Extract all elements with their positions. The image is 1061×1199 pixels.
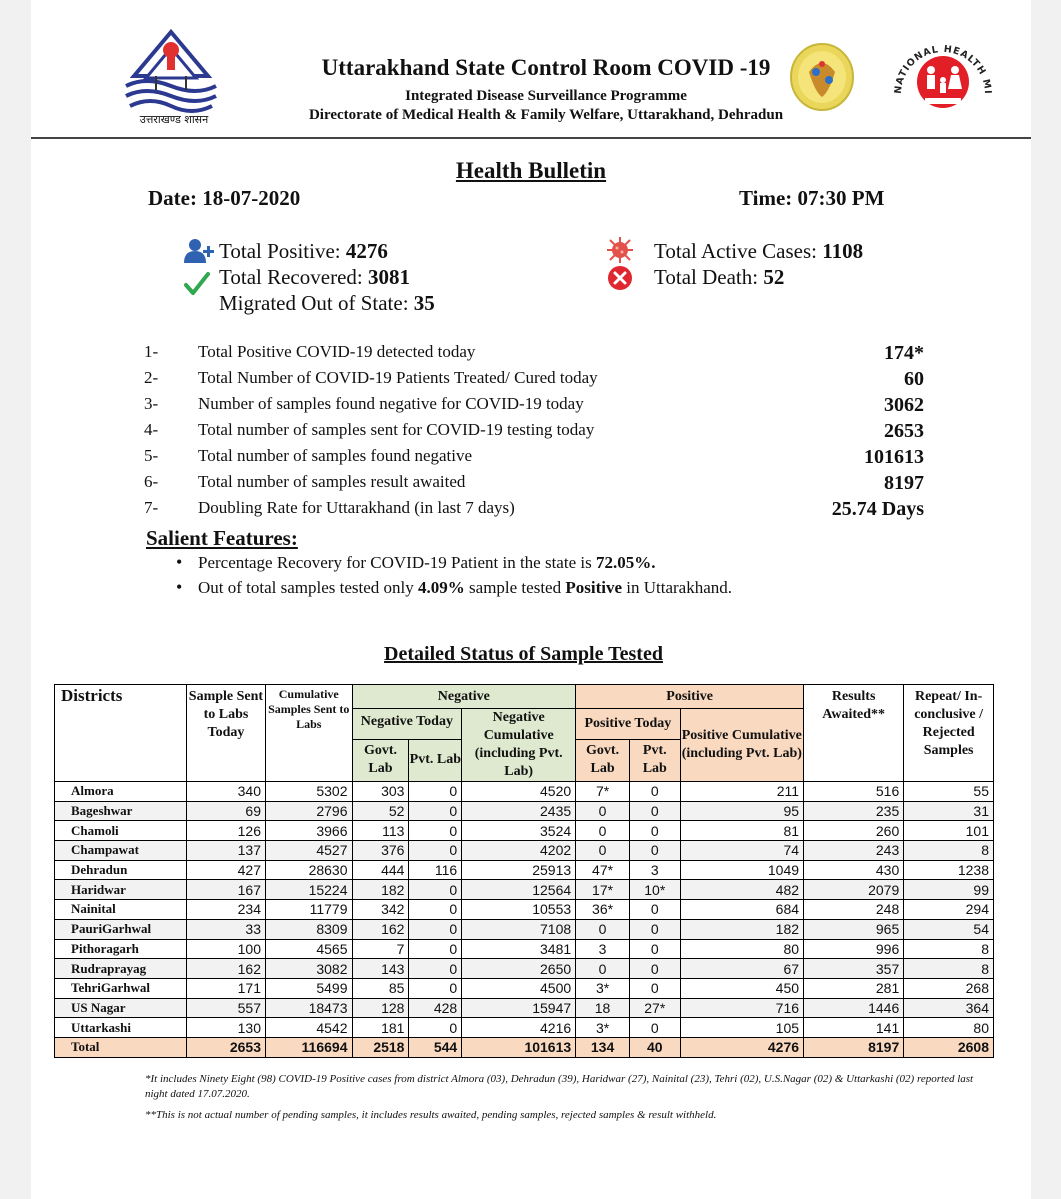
table-title: Detailed Status of Sample Tested xyxy=(384,643,663,665)
table-cell: 0 xyxy=(629,782,680,802)
table-cell: 8309 xyxy=(266,919,353,939)
district-name-cell: Bageshwar xyxy=(55,801,187,821)
table-cell: 11779 xyxy=(266,900,353,920)
table-cell: 137 xyxy=(186,841,265,861)
table-cell: 4500 xyxy=(462,978,576,998)
table-cell: 996 xyxy=(804,939,904,959)
table-row xyxy=(55,841,994,861)
table-cell: 357 xyxy=(804,959,904,979)
item-text: Total number of samples result awaited xyxy=(198,472,466,491)
positive-word: Positive xyxy=(565,578,622,597)
table-row xyxy=(55,900,994,920)
district-name-cell: Rudraprayag xyxy=(55,959,187,979)
bulletin-page xyxy=(31,0,1031,1199)
total-cell: 2653 xyxy=(186,1037,265,1057)
table-cell: 0 xyxy=(409,919,462,939)
item-number: 3- xyxy=(144,394,159,413)
migrated-label: Migrated Out of State: xyxy=(219,291,414,315)
table-cell: 8 xyxy=(904,841,994,861)
table-cell: 0 xyxy=(629,978,680,998)
bulletin-date: Date: 18-07-2020 xyxy=(148,186,301,210)
item-number: 4- xyxy=(144,420,159,439)
table-cell: 4520 xyxy=(462,782,576,802)
table-cell: 15224 xyxy=(266,880,353,900)
table-cell: 141 xyxy=(804,1018,904,1038)
table-row xyxy=(55,998,994,1018)
table-cell: 162 xyxy=(186,959,265,979)
table-cell: 130 xyxy=(186,1018,265,1038)
table-row xyxy=(55,959,994,979)
table-cell: 0 xyxy=(409,841,462,861)
table-cell: 557 xyxy=(186,998,265,1018)
item-number: 1- xyxy=(144,342,159,361)
total-cell: 116694 xyxy=(266,1037,353,1057)
district-name-cell: Dehradun xyxy=(55,860,187,880)
table-cell: 15947 xyxy=(462,998,576,1018)
district-name-cell: Uttarkashi xyxy=(55,1018,187,1038)
col-neg-pvt: Pvt. Lab xyxy=(409,739,462,781)
table-cell: 95 xyxy=(680,801,803,821)
total-row xyxy=(55,1037,994,1057)
item-number: 5- xyxy=(144,446,159,465)
table-cell: 143 xyxy=(352,959,409,979)
table-cell: 47* xyxy=(576,860,630,880)
table-cell: 3481 xyxy=(462,939,576,959)
table-cell: 5499 xyxy=(266,978,353,998)
table-cell: 2796 xyxy=(266,801,353,821)
total-death-label: Total Death: xyxy=(654,265,764,289)
checkmark-icon xyxy=(184,271,210,302)
col-positive-cumulative: Positive Cumulative (including Pvt. Lab) xyxy=(680,709,803,782)
item-number: 2- xyxy=(144,368,159,387)
salient-bullet-positivity xyxy=(198,578,732,598)
table-cell: 0 xyxy=(409,978,462,998)
table-row xyxy=(55,919,994,939)
district-name-cell: Haridwar xyxy=(55,880,187,900)
col-positive-today: Positive Today xyxy=(576,709,680,740)
numbered-item xyxy=(144,420,924,446)
active-cases-stat xyxy=(654,239,863,264)
item-text: Total Number of COVID-19 Patients Treated/ Cured today xyxy=(198,368,598,387)
table-cell: 3* xyxy=(576,978,630,998)
table-cell: 0 xyxy=(629,801,680,821)
district-name-cell: Pithoragarh xyxy=(55,939,187,959)
numbered-item xyxy=(144,342,924,368)
table-cell: 7* xyxy=(576,782,630,802)
table-cell: 430 xyxy=(804,860,904,880)
table-cell: 0 xyxy=(409,801,462,821)
total-recovered-value: 3081 xyxy=(367,265,410,289)
bulletin-title: Health Bulletin xyxy=(455,158,607,183)
migrated-stat xyxy=(219,291,435,316)
district-name-cell: US Nagar xyxy=(55,998,187,1018)
table-cell: 0 xyxy=(629,841,680,861)
table-cell: 450 xyxy=(680,978,803,998)
nhm-arc-text: NATIONAL HEALTH MI xyxy=(892,43,994,95)
table-cell: 3 xyxy=(629,860,680,880)
table-cell: 0 xyxy=(409,939,462,959)
col-sample-sent: Sample Sent to Labs Today xyxy=(186,685,265,782)
table-cell: 4202 xyxy=(462,841,576,861)
item-value: 25.74 Days xyxy=(831,498,924,520)
migrated-value: 35 xyxy=(413,291,435,315)
table-cell: 0 xyxy=(576,959,630,979)
col-neg-govt: Govt. Lab xyxy=(352,739,409,781)
table-cell: 69 xyxy=(186,801,265,821)
positivity-percent: 4.09% xyxy=(418,578,465,597)
salient-bullet-recovery xyxy=(198,553,655,573)
table-cell: 0 xyxy=(629,1018,680,1038)
table-cell: 0 xyxy=(409,782,462,802)
table-cell: 52 xyxy=(352,801,409,821)
table-cell: 10553 xyxy=(462,900,576,920)
table-cell: 243 xyxy=(804,841,904,861)
table-cell: 4527 xyxy=(266,841,353,861)
table-cell: 182 xyxy=(680,919,803,939)
table-cell: 10* xyxy=(629,880,680,900)
table-cell: 211 xyxy=(680,782,803,802)
salient-features-title: Salient Features: xyxy=(146,526,298,550)
table-cell: 8 xyxy=(904,959,994,979)
table-cell: 268 xyxy=(904,978,994,998)
table-cell: 33 xyxy=(186,919,265,939)
active-cases-label: Total Active Cases: xyxy=(654,239,823,263)
table-cell: 8 xyxy=(904,939,994,959)
col-pos-govt: Govt. Lab xyxy=(576,739,630,781)
table-row xyxy=(55,782,994,802)
table-cell: 4216 xyxy=(462,1018,576,1038)
table-cell: 0 xyxy=(629,821,680,841)
item-value: 2653 xyxy=(884,420,924,442)
district-name-cell: TehriGarhwal xyxy=(55,978,187,998)
item-value: 3062 xyxy=(884,394,924,416)
numbered-item xyxy=(144,446,924,472)
total-positive-stat xyxy=(219,239,388,264)
total-cell: 2518 xyxy=(352,1037,409,1057)
item-text: Total Positive COVID-19 detected today xyxy=(198,342,476,361)
table-cell: 181 xyxy=(352,1018,409,1038)
numbered-item xyxy=(144,472,924,498)
item-text: Doubling Rate for Uttarakhand (in last 7 days) xyxy=(198,498,515,517)
active-cases-value: 1108 xyxy=(822,239,864,263)
table-cell: 171 xyxy=(186,978,265,998)
table-cell: 342 xyxy=(352,900,409,920)
table-cell: 0 xyxy=(409,959,462,979)
total-recovered-stat xyxy=(219,265,410,290)
table-cell: 85 xyxy=(352,978,409,998)
numbered-item xyxy=(144,368,924,394)
table-cell: 427 xyxy=(186,860,265,880)
total-death-value: 52 xyxy=(763,265,785,289)
table-cell: 116 xyxy=(409,860,462,880)
table-cell: 2079 xyxy=(804,880,904,900)
table-cell: 376 xyxy=(352,841,409,861)
district-name-cell: Chamoli xyxy=(55,821,187,841)
table-cell: 1446 xyxy=(804,998,904,1018)
table-cell: 4565 xyxy=(266,939,353,959)
table-cell: 716 xyxy=(680,998,803,1018)
bullet-text: Percentage Recovery for COVID-19 Patient in the state is xyxy=(198,553,596,572)
table-row xyxy=(55,880,994,900)
table-cell: 428 xyxy=(409,998,462,1018)
table-cell: 482 xyxy=(680,880,803,900)
table-cell: 36* xyxy=(576,900,630,920)
numbered-item xyxy=(144,498,924,524)
table-cell: 0 xyxy=(576,919,630,939)
table-row xyxy=(55,801,994,821)
table-row xyxy=(55,939,994,959)
table-cell: 303 xyxy=(352,782,409,802)
table-cell: 3524 xyxy=(462,821,576,841)
bulletin-time: Time: 07:30 PM xyxy=(739,186,885,210)
table-cell: 7108 xyxy=(462,919,576,939)
item-value: 174* xyxy=(884,342,924,364)
table-cell: 248 xyxy=(804,900,904,920)
table-cell: 182 xyxy=(352,880,409,900)
item-text: Total number of samples found negative xyxy=(198,446,473,465)
bullet-text: sample tested xyxy=(464,578,566,597)
table-cell: 0 xyxy=(576,801,630,821)
item-number: 6- xyxy=(144,472,159,491)
col-districts: Districts xyxy=(55,685,187,782)
table-cell: 444 xyxy=(352,860,409,880)
table-cell: 0 xyxy=(629,939,680,959)
total-cell: 134 xyxy=(576,1037,630,1057)
table-cell: 54 xyxy=(904,919,994,939)
table-row xyxy=(55,978,994,998)
table-cell: 17* xyxy=(576,880,630,900)
numbered-item xyxy=(144,394,924,420)
table-cell: 5302 xyxy=(266,782,353,802)
table-cell: 25913 xyxy=(462,860,576,880)
header-subtitle: Integrated Disease Surveillance Programme xyxy=(405,88,687,104)
total-cell: 4276 xyxy=(680,1037,803,1057)
total-cell: 544 xyxy=(409,1037,462,1057)
total-cell: 101613 xyxy=(462,1037,576,1057)
total-label-cell: Total xyxy=(55,1037,187,1057)
table-cell: 0 xyxy=(409,821,462,841)
bullet-text: Out of total samples tested only xyxy=(198,578,419,597)
table-cell: 340 xyxy=(186,782,265,802)
item-value: 8197 xyxy=(884,472,924,494)
table-cell: 684 xyxy=(680,900,803,920)
table-cell: 126 xyxy=(186,821,265,841)
table-cell: 0 xyxy=(409,900,462,920)
table-cell: 101 xyxy=(904,821,994,841)
col-negative-cumulative: Negative Cumulative (including Pvt. Lab) xyxy=(462,709,576,782)
table-cell: 2435 xyxy=(462,801,576,821)
table-cell: 74 xyxy=(680,841,803,861)
add-person-icon xyxy=(183,238,217,269)
table-cell: 0 xyxy=(629,919,680,939)
sample-status-table xyxy=(54,684,994,1058)
table-cell: 31 xyxy=(904,801,994,821)
footnote-awaited: **This is not actual number of pending samples, it includes results awaited, pending samples, rejected samples & result withheld. xyxy=(145,1109,717,1121)
item-value: 60 xyxy=(904,368,924,390)
table-row xyxy=(55,821,994,841)
col-negative-today: Negative Today xyxy=(352,709,462,740)
bullet-text: in Uttarakhand. xyxy=(622,578,732,597)
table-cell: 55 xyxy=(904,782,994,802)
total-death-stat xyxy=(654,265,784,290)
table-cell: 18 xyxy=(576,998,630,1018)
header-title: Uttarakhand State Control Room COVID -19 xyxy=(321,55,771,80)
nhm-logo xyxy=(889,32,997,118)
item-text: Total number of samples sent for COVID-19 testing today xyxy=(198,420,595,439)
table-cell: 100 xyxy=(186,939,265,959)
table-cell: 0 xyxy=(576,821,630,841)
total-positive-value: 4276 xyxy=(345,239,388,263)
table-cell: 99 xyxy=(904,880,994,900)
table-cell: 965 xyxy=(804,919,904,939)
table-cell: 128 xyxy=(352,998,409,1018)
col-cumulative: Cumulative Samples Sent to Labs xyxy=(266,685,353,782)
table-cell: 0 xyxy=(576,841,630,861)
table-cell: 364 xyxy=(904,998,994,1018)
table-row xyxy=(55,860,994,880)
header-directorate: Directorate of Medical Health & Family Welfare, Uttarakhand, Dehradun xyxy=(308,107,784,123)
table-cell: 1049 xyxy=(680,860,803,880)
table-cell: 81 xyxy=(680,821,803,841)
table-cell: 28630 xyxy=(266,860,353,880)
table-cell: 12564 xyxy=(462,880,576,900)
recovery-percent: 72.05%. xyxy=(595,553,656,572)
col-awaited: Results Awaited** xyxy=(804,685,904,782)
col-group-positive: Positive xyxy=(576,685,804,709)
table-cell: 18473 xyxy=(266,998,353,1018)
item-value: 101613 xyxy=(864,446,924,468)
total-cell: 8197 xyxy=(804,1037,904,1057)
table-cell: 80 xyxy=(904,1018,994,1038)
table-cell: 3* xyxy=(576,1018,630,1038)
table-cell: 281 xyxy=(804,978,904,998)
footnote-positive: *It includes Ninety Eight (98) COVID-19 Positive cases from district Almora (03), Dehradun (39), Haridwar (27), Nainital (23), Tehri (02), U.S.Nagar (02) & Uttarkashi (02) reported last night dated 17.07.2020. xyxy=(145,1073,974,1100)
total-recovered-label: Total Recovered: xyxy=(219,265,368,289)
table-cell: 27* xyxy=(629,998,680,1018)
table-row xyxy=(55,1018,994,1038)
table-cell: 294 xyxy=(904,900,994,920)
total-cell: 2608 xyxy=(904,1037,994,1057)
col-group-negative: Negative xyxy=(352,685,576,709)
table-cell: 7 xyxy=(352,939,409,959)
table-cell: 235 xyxy=(804,801,904,821)
table-cell: 3 xyxy=(576,939,630,959)
total-cell: 40 xyxy=(629,1037,680,1057)
table-cell: 113 xyxy=(352,821,409,841)
table-cell: 1238 xyxy=(904,860,994,880)
table-cell: 2650 xyxy=(462,959,576,979)
table-cell: 260 xyxy=(804,821,904,841)
table-cell: 80 xyxy=(680,939,803,959)
table-cell: 0 xyxy=(629,959,680,979)
table-cell: 0 xyxy=(409,880,462,900)
table-cell: 234 xyxy=(186,900,265,920)
table-cell: 162 xyxy=(352,919,409,939)
table-cell: 0 xyxy=(629,900,680,920)
table-cell: 516 xyxy=(804,782,904,802)
district-name-cell: PauriGarhwal xyxy=(55,919,187,939)
district-name-cell: Champawat xyxy=(55,841,187,861)
table-cell: 3966 xyxy=(266,821,353,841)
idsp-logo xyxy=(789,42,855,112)
table-cell: 4542 xyxy=(266,1018,353,1038)
table-cell: 0 xyxy=(409,1018,462,1038)
table-cell: 67 xyxy=(680,959,803,979)
item-number: 7- xyxy=(144,498,159,517)
table-cell: 105 xyxy=(680,1018,803,1038)
col-repeat: Repeat/ In-conclusive / Rejected Samples xyxy=(904,685,994,782)
header-divider xyxy=(31,137,1031,139)
district-name-cell: Nainital xyxy=(55,900,187,920)
item-text: Number of samples found negative for COVID-19 today xyxy=(198,394,584,413)
left-logo-caption: उत्तराखण्ड शासन xyxy=(139,113,209,126)
death-cross-icon xyxy=(607,265,633,296)
col-pos-pvt: Pvt. Lab xyxy=(629,739,680,781)
total-positive-label: Total Positive: xyxy=(219,239,346,263)
district-name-cell: Almora xyxy=(55,782,187,802)
table-cell: 3082 xyxy=(266,959,353,979)
table-cell: 167 xyxy=(186,880,265,900)
